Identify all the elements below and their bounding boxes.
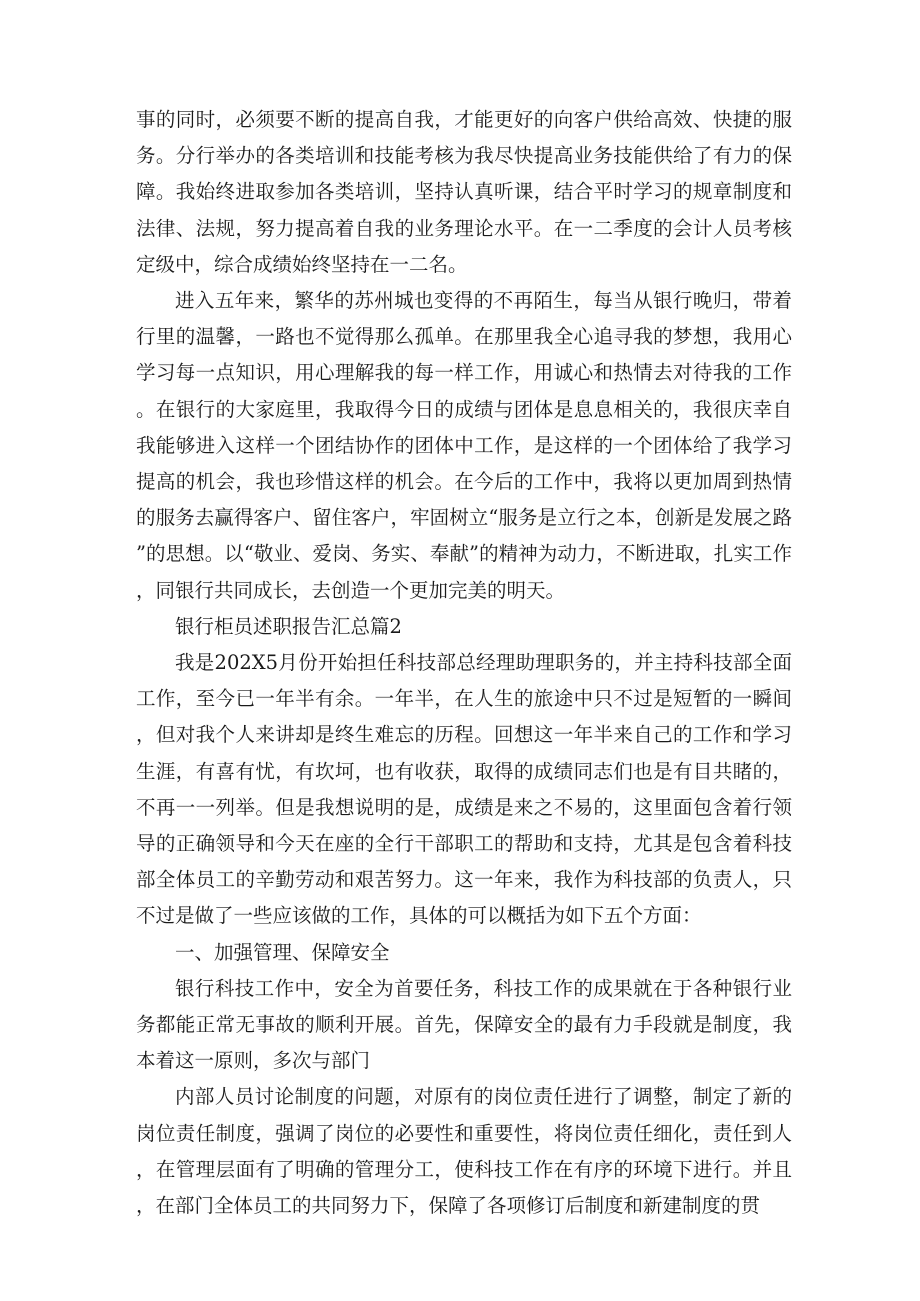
paragraph-internal-discussion: 内部人员讨论制度的问题，对原有的岗位责任进行了调整，制定了新的岗位责任制度，强调了岗位的必要性和重要性，将岗位责任细化，责任到人，在管理层面有了明确的管理分工，使科技工作在有序的环境下进行。并且，在部门全体员工的共同努力下，保障了各项修订后制度和新建制度的贯: [136, 1085, 792, 1218]
document-page: [136, 102, 792, 1224]
subheading-management-safety: 一、加强管理、保障安全: [175, 940, 390, 964]
paragraph-suzhou-five-years: 进入五年来，繁华的苏州城也变得的不再陌生，每当从银行晚归，带着行里的温馨，一路也不觉得那么孤单。在那里我全心追寻我的梦想，我用心学习每一点知识，用心理解我的每一样工作，用诚心和热情去对待我的工作。在银行的大家庭里，我取得今日的成绩与团体是息息相关的，我很庆幸自我能够进入这样一个团结协作的团体中工作，是这样的一个团体给了我学习提高的机会，我也珍惜这样的机会。在今后的工作中，我将以更加周到热情的服务去赢得客户、留住客户，牢固树立“服务是立行之本，创新是发展之路”的思想。以“敬业、爱岗、务实、奉献”的精神为动力，不断进取，扎实工作，同银行共同成长，去创造一个更加完美的明天。: [136, 289, 792, 602]
paragraph-tech-department-intro: 我是202X5月份开始担任科技部总经理助理职务的，并主持科技部全面工作，至今已一年半有余。一年半，在人生的旅途中只不过是短暂的一瞬间，但对我个人来讲却是终生难忘的历程。回想这一年半来自己的工作和学习生涯，有喜有忧，有坎坷，也有收获，取得的成绩同志们也是有目共睹的，不再一一列举。但是我想说明的是，成绩是来之不易的，这里面包含着行领导的正确领导和今天在座的全行干部职工的帮助和支持，尤其是包含着科技部全体员工的辛勤劳动和艰苦努力。这一年来，我作为科技部的负责人，只不过是做了一些应该做的工作，具体的可以概括为如下五个方面：: [136, 651, 792, 928]
paragraph-continuation: 事的同时，必须要不断的提高自我，才能更好的向客户供给高效、快捷的服务。分行举办的各类培训和技能考核为我尽快提高业务技能供给了有力的保障。我始终进取参加各类培训，坚持认真听课，结合平时学习的规章制度和法律、法规，努力提高着自我的业务理论水平。在一二季度的会计人员考核定级中，综合成绩始终坚持在一二名。: [136, 108, 792, 276]
paragraph-safety-first: 银行科技工作中，安全为首要任务，科技工作的成果就在于各种银行业务都能正常无事故的顺利开展。首先，保障安全的最有力手段就是制度，我本着这一原则，多次与部门: [136, 976, 792, 1073]
section-title-report-2: 银行柜员述职报告汇总篇2: [175, 614, 402, 638]
